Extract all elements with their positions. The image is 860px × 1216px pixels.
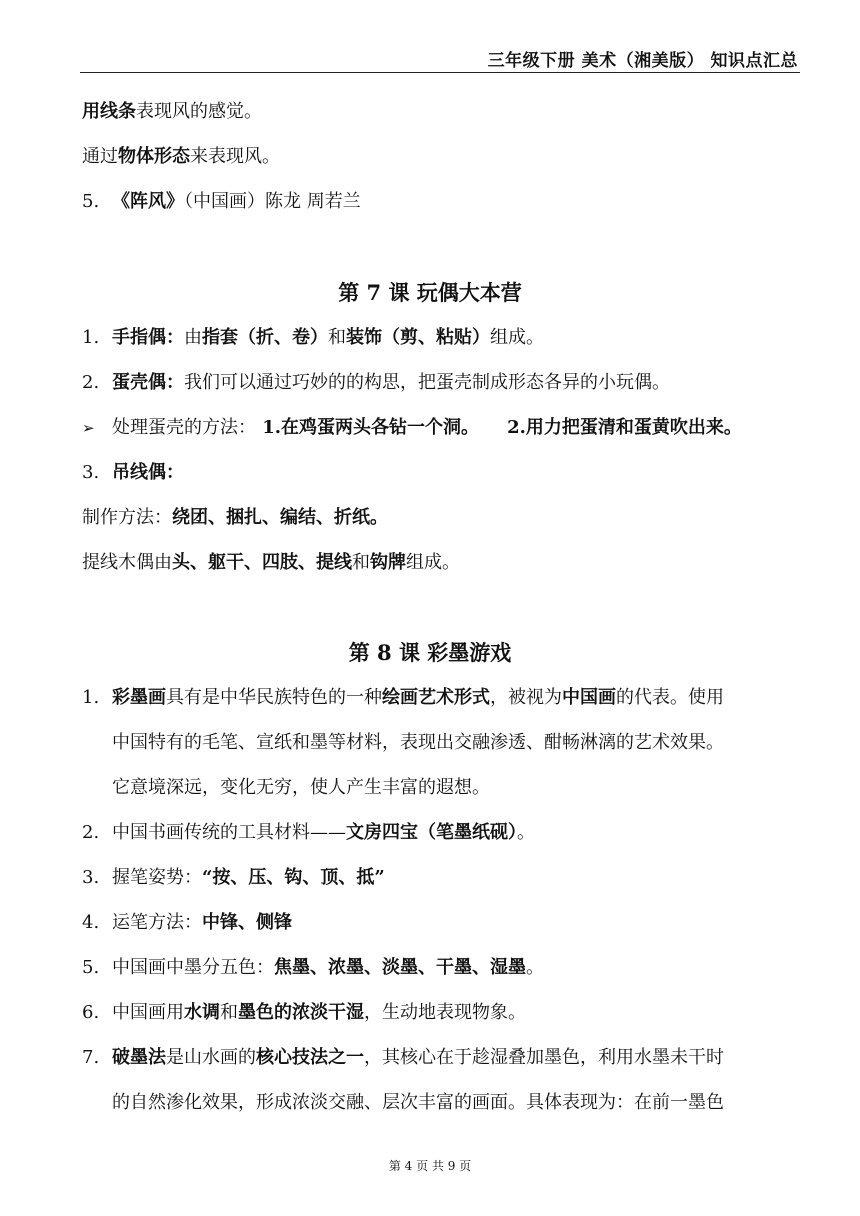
- list-item: 5. 《阵风》（中国画）陈龙 周若兰: [82, 191, 361, 212]
- list-item: 2. 蛋壳偶：我们可以通过巧妙的的构思，把蛋壳制成形态各异的小玩偶。: [82, 372, 670, 393]
- section-title: 第 7 课 玩偶大本营: [338, 280, 522, 305]
- arrow-bullet-icon: ➢: [82, 419, 95, 437]
- text-line: 提线木偶由头、躯干、四肢、提线和钩牌组成。: [82, 552, 460, 573]
- text-line: 用线条表现风的感觉。: [82, 101, 262, 122]
- page-header: 三年级下册 美术（湘美版） 知识点汇总: [487, 51, 798, 71]
- list-item: 1. 彩墨画具有是中华民族特色的一种绘画艺术形式，被视为中国画的代表。使用: [82, 687, 724, 708]
- list-item: 3. 吊线偶：: [82, 462, 184, 483]
- list-item-continuation: 它意境深远，变化无穷，使人产生丰富的遐想。: [112, 777, 490, 798]
- list-item: 1. 手指偶：由指套（折、卷）和装饰（剪、粘贴）组成。: [82, 327, 544, 348]
- list-item: 6. 中国画用水调和墨色的浓淡干湿，生动地表现物象。: [82, 1002, 526, 1023]
- text-line: 制作方法：绕团、捆扎、编结、折纸。: [82, 507, 388, 528]
- list-item: 7. 破墨法是山水画的核心技法之一，其核心在于趁湿叠加墨色，利用水墨未干时: [82, 1047, 724, 1068]
- list-item: 3. 握笔姿势：“按、压、钩、顶、抵”: [82, 867, 385, 888]
- list-item-continuation: 的自然渗化效果，形成浓淡交融、层次丰富的画面。具体表现为：在前一墨色: [112, 1092, 724, 1113]
- page-footer: 第 4 页 共 9 页: [388, 1159, 472, 1173]
- section-title: 第 8 课 彩墨游戏: [348, 640, 512, 665]
- list-item: 2. 中国书画传统的工具材料——文房四宝（笔墨纸砚）。: [82, 822, 535, 843]
- list-item-continuation: 中国特有的毛笔、宣纸和墨等材料，表现出交融渗透、酣畅淋漓的艺术效果。: [112, 732, 724, 753]
- list-item: 5. 中国画中墨分五色：焦墨、浓墨、淡墨、干墨、湿墨。: [82, 957, 544, 978]
- list-item: ➢ 处理蛋壳的方法： 1.在鸡蛋两头各钻一个洞。 2.用力把蛋清和蛋黄吹出来。: [82, 417, 742, 438]
- list-item: 4. 运笔方法：中锋、侧锋: [82, 912, 292, 933]
- text-line: 通过物体形态来表现风。: [82, 146, 280, 167]
- header-rule: [80, 72, 800, 73]
